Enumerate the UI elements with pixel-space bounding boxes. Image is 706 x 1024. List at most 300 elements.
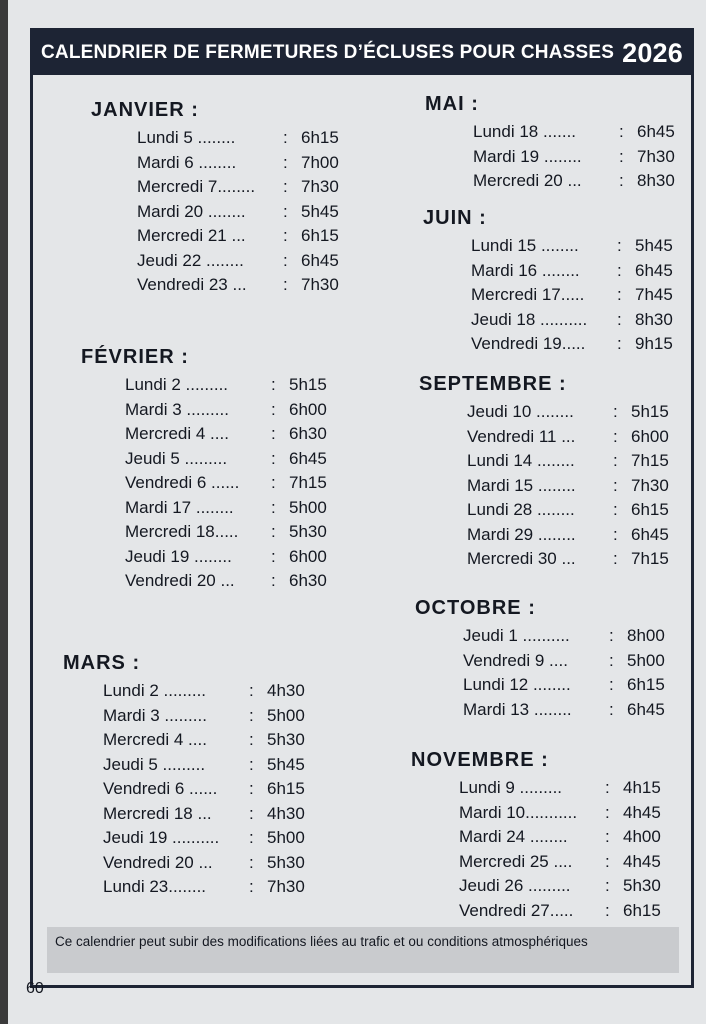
separator: : — [619, 146, 624, 166]
page-title: CALENDRIER DE FERMETURES D’ÉCLUSES POUR CHASSES — [40, 42, 615, 63]
dot-leader: ........ — [533, 475, 576, 495]
separator: : — [605, 778, 610, 798]
closing-time: 5h45 — [635, 236, 673, 256]
day-cell — [103, 853, 249, 873]
closing-time: 6h00 — [631, 426, 669, 446]
closing-time: 6h30 — [289, 571, 327, 591]
day-label: Mercredi 20 — [473, 171, 563, 191]
day-cell — [467, 549, 613, 569]
day-cell — [467, 402, 613, 422]
closing-time: 7h00 — [301, 152, 339, 172]
closing-time: 5h30 — [267, 852, 305, 872]
schedule-row — [103, 679, 363, 704]
day-cell — [467, 427, 613, 447]
dot-leader: ...... — [184, 779, 218, 799]
day-label: Lundi 23 — [103, 877, 169, 897]
day-label: Vendredi 19 — [471, 334, 562, 354]
day-label: Lundi 2 — [103, 681, 159, 701]
separator: : — [605, 851, 610, 871]
dot-leader: ... — [215, 571, 235, 591]
dot-leader: ........ — [193, 152, 237, 172]
separator: : — [609, 675, 614, 695]
schedule-row — [125, 422, 381, 447]
dot-leader: ... — [562, 171, 582, 191]
day-label: Vendredi 6 — [125, 473, 207, 493]
separator: : — [249, 852, 254, 872]
dot-leader: ......... — [523, 876, 571, 896]
closing-time: 8h30 — [635, 309, 673, 329]
day-cell — [473, 122, 619, 142]
separator: : — [613, 402, 618, 422]
dot-leader: ......... — [180, 375, 229, 395]
separator: : — [283, 201, 288, 221]
day-cell — [467, 500, 613, 520]
closing-time: 5h00 — [267, 828, 305, 848]
schedule-row — [471, 332, 706, 357]
day-label: Mardi 24 — [459, 827, 526, 847]
day-label: Mardi 13 — [463, 699, 530, 719]
separator: : — [271, 375, 276, 395]
schedule-row — [125, 545, 381, 570]
day-label: Mardi 3 — [103, 705, 160, 725]
year-label: 2026 — [622, 37, 683, 68]
separator: : — [609, 650, 614, 670]
separator: : — [613, 524, 618, 544]
dot-leader: .......... — [517, 626, 570, 646]
separator: : — [605, 827, 610, 847]
month-title: FÉVRIER : — [81, 346, 189, 368]
day-label: Lundi 14 — [467, 451, 533, 471]
day-cell — [473, 171, 619, 191]
separator: : — [271, 571, 276, 591]
day-cell — [103, 755, 249, 775]
schedule-row — [137, 175, 391, 200]
dot-leader: ... — [192, 803, 212, 823]
closing-time: 4h30 — [267, 803, 305, 823]
day-cell — [125, 424, 271, 444]
day-cell — [137, 275, 283, 295]
closing-time: 6h30 — [289, 424, 327, 444]
schedule-row — [103, 802, 363, 827]
separator: : — [271, 399, 276, 419]
schedule-row — [463, 698, 706, 723]
day-cell — [103, 681, 249, 701]
schedule-row — [125, 398, 381, 423]
day-label: Lundi 9 — [459, 778, 515, 798]
day-cell — [471, 236, 617, 256]
schedule-row — [467, 547, 706, 572]
day-cell — [459, 876, 605, 896]
separator: : — [283, 275, 288, 295]
dot-leader: ........ — [191, 497, 234, 517]
closing-time: 7h30 — [301, 177, 339, 197]
closing-time: 5h00 — [267, 705, 305, 725]
day-label: Lundi 18 — [473, 122, 539, 142]
closing-time: 7h15 — [631, 451, 669, 471]
closing-time: 6h15 — [267, 779, 305, 799]
calendar-frame — [30, 28, 694, 988]
day-label: Mercredi 30 — [467, 549, 557, 569]
dot-leader: .......... — [535, 309, 588, 329]
separator: : — [605, 900, 610, 920]
separator: : — [249, 803, 254, 823]
schedule-row — [467, 449, 706, 474]
closing-time: 7h15 — [289, 473, 327, 493]
schedule-row — [471, 259, 706, 284]
separator: : — [283, 177, 288, 197]
day-label: Mercredi 18 — [125, 522, 215, 542]
closing-time: 5h30 — [267, 730, 305, 750]
closing-time: 5h30 — [289, 522, 327, 542]
day-label: Mardi 20 — [137, 201, 204, 221]
day-cell — [463, 675, 609, 695]
closing-time: 6h15 — [301, 128, 339, 148]
schedule-row — [471, 234, 706, 259]
day-cell — [125, 400, 271, 420]
day-cell — [473, 147, 619, 167]
schedule-row — [103, 851, 363, 876]
closing-time: 4h45 — [623, 802, 661, 822]
dot-leader: ........ — [217, 177, 256, 197]
closing-time: 4h45 — [623, 851, 661, 871]
day-label: Vendredi 11 — [467, 426, 557, 446]
closing-time: 7h15 — [631, 549, 669, 569]
schedule-row — [467, 425, 706, 450]
closing-time: 6h15 — [631, 500, 669, 520]
day-cell — [125, 571, 271, 591]
dot-leader: ........ — [536, 236, 579, 256]
separator: : — [271, 522, 276, 542]
schedule-row — [103, 728, 363, 753]
schedule-row — [459, 899, 706, 924]
closing-time: 8h30 — [637, 171, 675, 191]
closing-time: 4h00 — [623, 827, 661, 847]
dot-leader: ........ — [531, 402, 574, 422]
day-cell — [459, 803, 605, 823]
schedule-row — [467, 474, 706, 499]
separator: : — [249, 681, 254, 701]
dot-leader: .... — [183, 730, 207, 750]
dot-leader: ......... — [514, 778, 563, 798]
day-label: Mercredi 25 — [459, 851, 549, 871]
day-cell — [471, 285, 617, 305]
closing-time: 9h15 — [635, 334, 673, 354]
dot-leader: ......... — [181, 399, 229, 419]
day-cell — [463, 651, 609, 671]
closing-time: 8h00 — [627, 626, 665, 646]
month-octobre — [415, 597, 706, 722]
closing-time: 5h00 — [627, 650, 665, 670]
day-label: Jeudi 18 — [471, 309, 536, 329]
month-title: JANVIER : — [91, 99, 199, 121]
month-title: SEPTEMBRE : — [419, 373, 567, 395]
day-cell — [471, 334, 617, 354]
dot-leader: ........ — [192, 128, 236, 148]
day-cell — [459, 778, 605, 798]
title-bar — [33, 31, 691, 75]
month-fevrier — [81, 346, 381, 594]
day-label: Lundi 12 — [463, 675, 529, 695]
dot-leader: ......... — [179, 448, 228, 468]
closing-time: 4h30 — [267, 681, 305, 701]
dot-leader: ......... — [157, 754, 206, 774]
day-label: Vendredi 23 — [137, 275, 228, 295]
schedule-row — [125, 569, 381, 594]
day-label: Mardi 19 — [473, 146, 540, 166]
separator: : — [617, 236, 622, 256]
month-title: MAI : — [425, 93, 479, 115]
day-label: Mercredi 7 — [137, 177, 218, 197]
schedule-row — [463, 624, 706, 649]
separator: : — [609, 699, 614, 719]
day-label: Lundi 28 — [467, 500, 533, 520]
closing-time: 5h45 — [267, 754, 305, 774]
dot-leader: ........ — [201, 250, 244, 270]
day-label: Jeudi 10 — [467, 402, 532, 422]
schedule-row — [137, 249, 391, 274]
dot-leader: ... — [556, 549, 576, 569]
day-cell — [471, 261, 617, 281]
schedule-row — [473, 145, 706, 170]
dot-leader: ........ — [532, 500, 575, 520]
closing-time: 7h30 — [267, 877, 305, 897]
separator: : — [613, 475, 618, 495]
schedule-row — [103, 777, 363, 802]
day-cell — [137, 202, 283, 222]
day-cell — [137, 128, 283, 148]
day-cell — [103, 828, 249, 848]
schedule-row — [459, 850, 706, 875]
day-cell — [103, 706, 249, 726]
schedule-row — [125, 373, 381, 398]
separator: : — [249, 730, 254, 750]
schedule-row — [459, 874, 706, 899]
month-title: OCTOBRE : — [415, 597, 536, 619]
schedule-row — [471, 283, 706, 308]
separator: : — [249, 754, 254, 774]
separator: : — [249, 705, 254, 725]
dot-leader: ....... — [538, 122, 577, 142]
day-label: Mercredi 21 — [137, 226, 227, 246]
day-label: Mercredi 4 — [125, 424, 206, 444]
closing-time: 7h45 — [635, 285, 673, 305]
dot-leader: ... — [227, 275, 247, 295]
calendar-page — [8, 0, 706, 1024]
schedule-row — [473, 169, 706, 194]
page-number: 60 — [26, 980, 44, 997]
month-title: NOVEMBRE : — [411, 749, 549, 771]
closing-time: 6h45 — [635, 260, 673, 280]
day-cell — [459, 827, 605, 847]
day-label: Lundi 15 — [471, 236, 537, 256]
closing-time: 6h45 — [301, 250, 339, 270]
closing-time: 5h45 — [301, 201, 339, 221]
day-label: Vendredi 27 — [459, 900, 550, 920]
day-label: Vendredi 20 — [125, 571, 216, 591]
dot-leader: ........ — [529, 699, 572, 719]
dot-leader: ........ — [533, 524, 576, 544]
separator: : — [271, 497, 276, 517]
day-label: Mardi 3 — [125, 399, 182, 419]
day-cell — [103, 804, 249, 824]
closing-time: 5h15 — [631, 402, 669, 422]
separator: : — [613, 451, 618, 471]
month-septembre — [419, 373, 706, 572]
day-cell — [125, 449, 271, 469]
separator: : — [605, 876, 610, 896]
month-title: MARS : — [63, 652, 141, 674]
schedule-row — [103, 875, 363, 900]
dot-leader: ........ — [168, 877, 207, 897]
day-cell — [103, 730, 249, 750]
day-label: Lundi 2 — [125, 375, 181, 395]
month-mars — [63, 652, 363, 900]
dot-leader: ...... — [206, 473, 240, 493]
day-label: Vendredi 20 — [103, 852, 194, 872]
day-cell — [137, 226, 283, 246]
dot-leader: ........ — [528, 675, 571, 695]
day-label: Vendredi 6 — [103, 779, 185, 799]
day-label: Jeudi 22 — [137, 250, 202, 270]
day-cell — [137, 153, 283, 173]
separator: : — [249, 877, 254, 897]
separator: : — [271, 424, 276, 444]
day-cell — [125, 522, 271, 542]
schedule-row — [459, 801, 706, 826]
dot-leader: ........ — [203, 201, 246, 221]
day-cell — [125, 375, 271, 395]
schedule-row — [471, 308, 706, 333]
separator: : — [249, 828, 254, 848]
separator: : — [613, 549, 618, 569]
day-label: Lundi 5 — [137, 128, 193, 148]
footer-note: Ce calendrier peut subir des modifications liées au trafic et ou conditions atmosphériques — [47, 927, 679, 973]
separator: : — [283, 152, 288, 172]
day-cell — [471, 310, 617, 330]
schedule-row — [467, 498, 706, 523]
day-cell — [125, 498, 271, 518]
dot-leader: ..... — [560, 285, 585, 305]
schedule-row — [459, 825, 706, 850]
closing-time: 6h45 — [289, 448, 327, 468]
day-cell — [103, 779, 249, 799]
dot-leader: ........ — [525, 827, 568, 847]
separator: : — [613, 426, 618, 446]
closing-time: 7h30 — [631, 475, 669, 495]
closing-time: 6h00 — [289, 546, 327, 566]
schedule-row — [125, 520, 381, 545]
day-label: Jeudi 1 — [463, 626, 518, 646]
schedule-row — [473, 120, 706, 145]
dot-leader: ........ — [189, 546, 232, 566]
day-cell — [467, 451, 613, 471]
separator: : — [283, 128, 288, 148]
day-cell — [467, 525, 613, 545]
closing-time: 4h15 — [623, 778, 661, 798]
dot-leader: ... — [193, 852, 213, 872]
separator: : — [249, 779, 254, 799]
separator: : — [283, 250, 288, 270]
dot-leader: ........ — [539, 146, 582, 166]
day-label: Mercredi 18 — [103, 803, 193, 823]
schedule-row — [103, 704, 363, 729]
day-cell — [125, 473, 271, 493]
day-label: Jeudi 26 — [459, 876, 524, 896]
closing-time: 6h15 — [627, 675, 665, 695]
day-label: Jeudi 5 — [103, 754, 158, 774]
day-cell — [463, 700, 609, 720]
separator: : — [605, 802, 610, 822]
day-cell — [467, 476, 613, 496]
closing-time: 7h30 — [637, 146, 675, 166]
dot-leader: .... — [548, 851, 573, 871]
schedule-row — [467, 400, 706, 425]
closing-time: 6h45 — [631, 524, 669, 544]
day-label: Vendredi 9 — [463, 650, 545, 670]
dot-leader: ... — [226, 226, 246, 246]
schedule-row — [137, 126, 391, 151]
day-label: Mardi 6 — [137, 152, 194, 172]
day-label: Mercredi 17 — [471, 285, 561, 305]
day-cell — [463, 626, 609, 646]
schedule-row — [137, 151, 391, 176]
schedule-row — [125, 496, 381, 521]
dot-leader: .... — [544, 650, 568, 670]
day-cell — [137, 177, 283, 197]
separator: : — [283, 226, 288, 246]
separator: : — [617, 309, 622, 329]
schedule-row — [125, 471, 381, 496]
closing-time: 6h45 — [627, 699, 665, 719]
month-mai — [425, 93, 706, 194]
separator: : — [271, 448, 276, 468]
closing-time: 5h15 — [289, 375, 327, 395]
separator: : — [609, 626, 614, 646]
dot-leader: ......... — [158, 681, 207, 701]
day-cell — [125, 547, 271, 567]
day-label: Mardi 17 — [125, 497, 192, 517]
schedule-row — [125, 447, 381, 472]
separator: : — [617, 260, 622, 280]
dot-leader: .......... — [167, 828, 220, 848]
day-label: Jeudi 19 — [103, 828, 168, 848]
separator: : — [617, 285, 622, 305]
schedule-row — [463, 649, 706, 674]
day-label: Mardi 29 — [467, 524, 534, 544]
day-label: Mardi 10 — [459, 802, 526, 822]
schedule-row — [463, 673, 706, 698]
closing-time: 7h30 — [301, 275, 339, 295]
dot-leader: ..... — [549, 900, 574, 920]
month-novembre — [411, 749, 706, 923]
day-cell — [137, 251, 283, 271]
schedule-row — [103, 753, 363, 778]
schedule-row — [459, 776, 706, 801]
dot-leader: ..... — [561, 334, 586, 354]
closing-time: 6h15 — [301, 226, 339, 246]
month-janvier — [91, 99, 391, 298]
month-title: JUIN : — [423, 207, 487, 229]
dot-leader: ........ — [532, 451, 575, 471]
separator: : — [617, 334, 622, 354]
day-label: Mardi 16 — [471, 260, 538, 280]
day-label: Jeudi 19 — [125, 546, 190, 566]
day-cell — [459, 901, 605, 921]
dot-leader: ..... — [214, 522, 239, 542]
day-label: Mercredi 4 — [103, 730, 184, 750]
day-cell — [103, 877, 249, 897]
day-cell — [459, 852, 605, 872]
